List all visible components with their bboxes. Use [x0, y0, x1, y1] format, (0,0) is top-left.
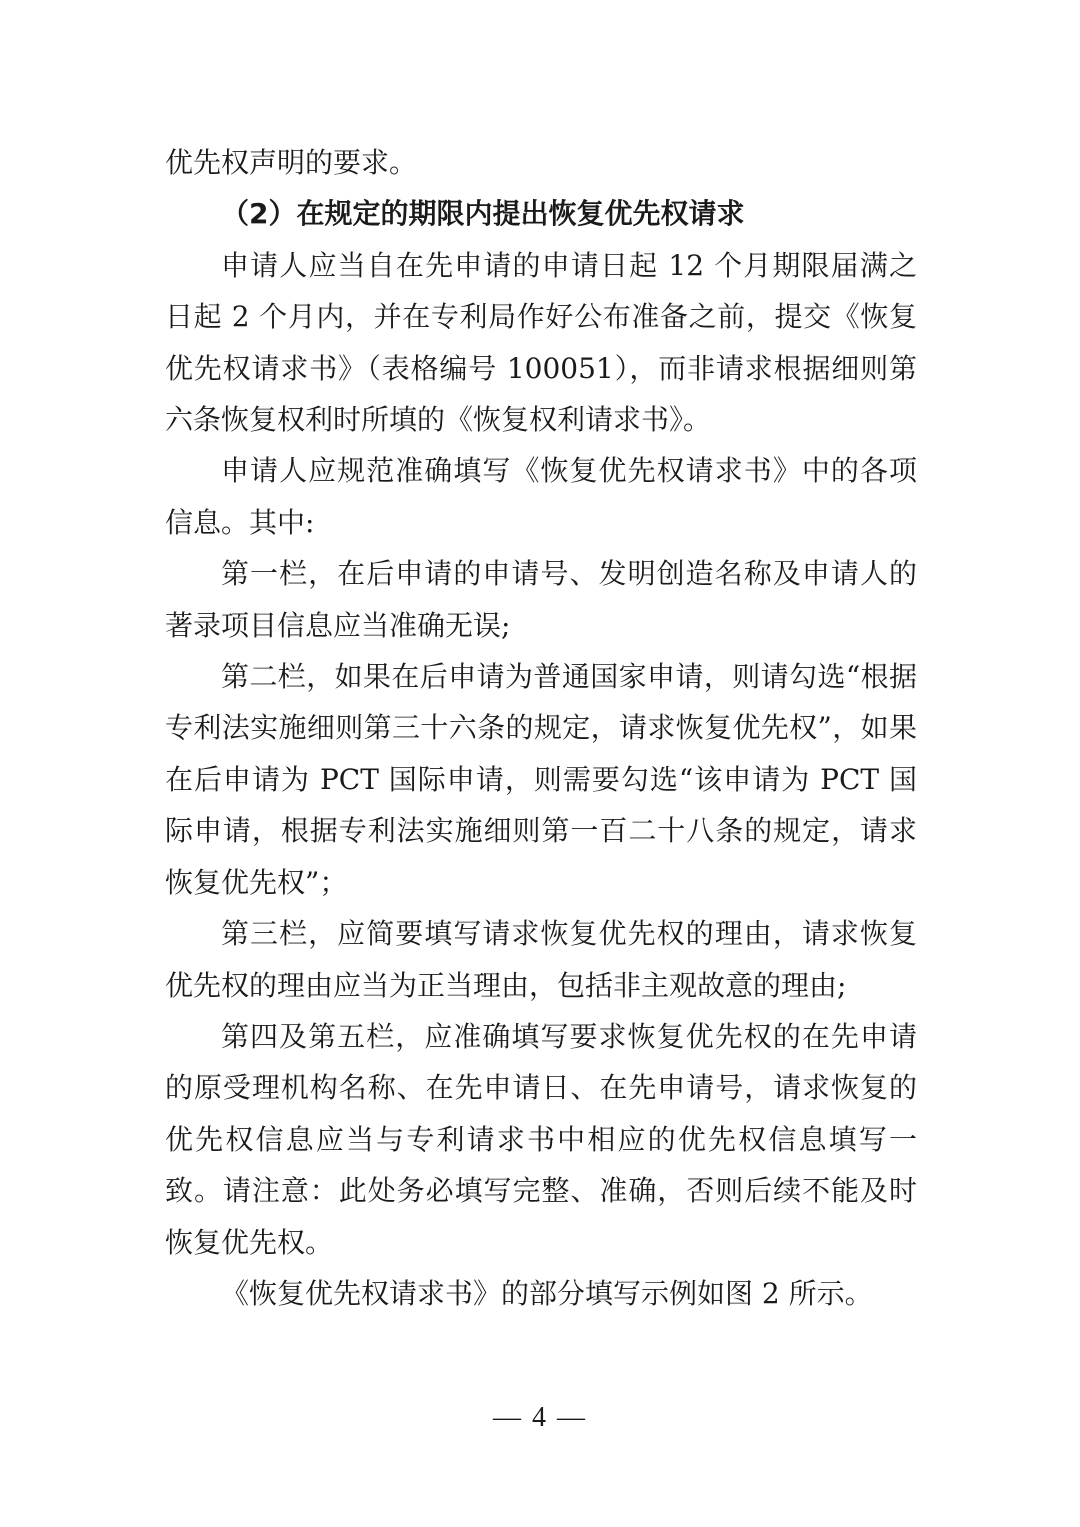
page-number: — 4 —	[493, 1402, 587, 1433]
section-heading: （2）在规定的期限内提出恢复优先权请求	[221, 197, 745, 231]
continuation-paragraph: 优先权声明的要求。	[165, 146, 418, 179]
paragraph-fill-instructions: 申请人应规范准确填写《恢复优先权请求书》中的各项信息。其中:	[165, 454, 917, 539]
paragraph-column-one: 第一栏，在后申请的申请号、发明创造名称及申请人的著录项目信息应当准确无误;	[165, 557, 917, 642]
body-text	[165, 137, 917, 1319]
paragraph-column-four-five: 第四及第五栏，应准确填写要求恢复优先权的在先申请的原受理机构名称、在先申请日、在先申请号，请求恢复的优先权信息应当与专利请求书中相应的优先权信息填写一致。请注意：此处务必填写完整、准确，否则后续不能及时恢复优先权。	[165, 1019, 917, 1259]
paragraph-column-three: 第三栏，应简要填写请求恢复优先权的理由，请求恢复优先权的理由应当为正当理由，包括非主观故意的理由;	[165, 917, 917, 1002]
paragraph-column-two: 第二栏，如果在后申请为普通国家申请，则请勾选“根据专利法实施细则第三十六条的规定，请求恢复优先权”，如果在后申请为 PCT 国际申请，则需要勾选“该申请为 PCT 国际申请，根据专利法实施细则第一百二十八条的规定，请求恢复优先权”；	[165, 660, 917, 899]
paragraph-example-reference: 《恢复优先权请求书》的部分填写示例如图 2 所示。	[221, 1276, 873, 1310]
paragraph-deadline: 申请人应当自在先申请的申请日起 12 个月期限届满之日起 2 个月内，并在专利局作好公布准备之前，提交《恢复优先权请求书》（表格编号 100051），而非请求根据细则第六条恢复权利时所填的《恢复权利请求书》。	[165, 248, 917, 437]
